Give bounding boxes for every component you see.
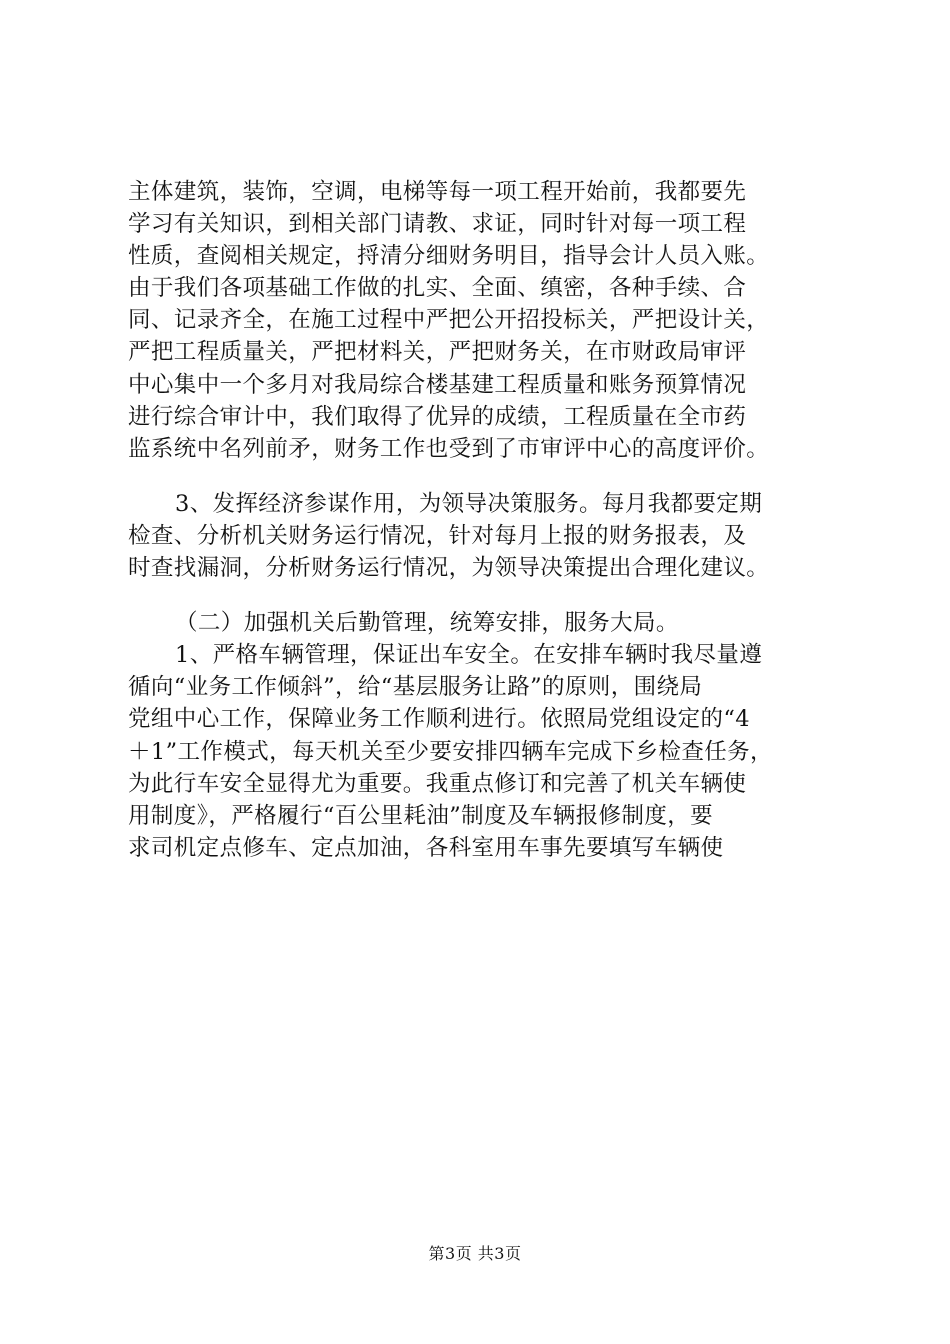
text-line: 循向“业务工作倾斜”，给“基层服务让路”的原则，围绕局 xyxy=(128,674,703,701)
paragraph-gap xyxy=(128,584,828,607)
text-line: 1、严格车辆管理，保证出车安全。在安排车辆时我尽量遵 xyxy=(175,642,763,669)
document-body xyxy=(128,176,828,864)
section-heading: （二）加强机关后勤管理，统筹安排，服务大局。 xyxy=(175,610,679,637)
text-line: 主体建筑，装饰，空调，电梯等每一项工程开始前，我都要先 xyxy=(128,179,747,205)
text-line: 学习有关知识，到相关部门请教、求证，同时针对每一项工程 xyxy=(128,211,747,238)
text-line: 监系统中名列前矛，财务工作也受到了市审评中心的高度评价。 xyxy=(128,435,770,462)
text-line: 求司机定点修车、定点加油，各科室用车事先要填写车辆使 xyxy=(128,834,724,861)
text-line: 检查、分析机关财务运行情况，针对每月上报的财务报表，及 xyxy=(128,522,747,549)
text-line: 性质，查阅相关规定，捋清分细财务明目，指导会计人员入账。 xyxy=(128,243,770,270)
text-line: 时查找漏洞，分析财务运行情况，为领导决策提出合理化建议。 xyxy=(128,555,770,582)
text-line: 党组中心工作，保障业务工作顺利进行。依照局党组设定的“4 xyxy=(128,706,751,733)
paragraph-economic-advisor xyxy=(128,488,828,584)
page-footer: 第3页 共3页 xyxy=(428,1244,522,1263)
paragraph-vehicle-management xyxy=(128,639,828,864)
text-line: 由于我们各项基础工作做的扎实、全面、缜密，各种手续、合 xyxy=(128,275,747,302)
text-line: 严把工程质量关，严把材料关，严把财务关，在市财政局审评 xyxy=(128,339,747,366)
text-line: 用制度》，严格履行“百公里耗油”制度及车辆报修制度，要 xyxy=(128,802,714,829)
paragraph-construction-finance xyxy=(128,176,828,465)
text-line: 同、记录齐全，在施工过程中严把公开招投标关，严把设计关， xyxy=(128,307,770,334)
text-line: 中心集中一个多月对我局综合楼基建工程质量和账务预算情况 xyxy=(128,371,747,398)
text-line: 为此行车安全显得尤为重要。我重点修订和完善了机关车辆使 xyxy=(128,770,747,797)
text-line: 3、发挥经济参谋作用，为领导决策服务。每月我都要定期 xyxy=(175,490,763,517)
text-line: ＋1”工作模式，每天机关至少要安排四辆车完成下乡检查任务， xyxy=(128,738,773,765)
text-line: 进行综合审计中，我们取得了优异的成绩，工程质量在全市药 xyxy=(128,403,747,430)
paragraph-gap xyxy=(128,465,828,488)
